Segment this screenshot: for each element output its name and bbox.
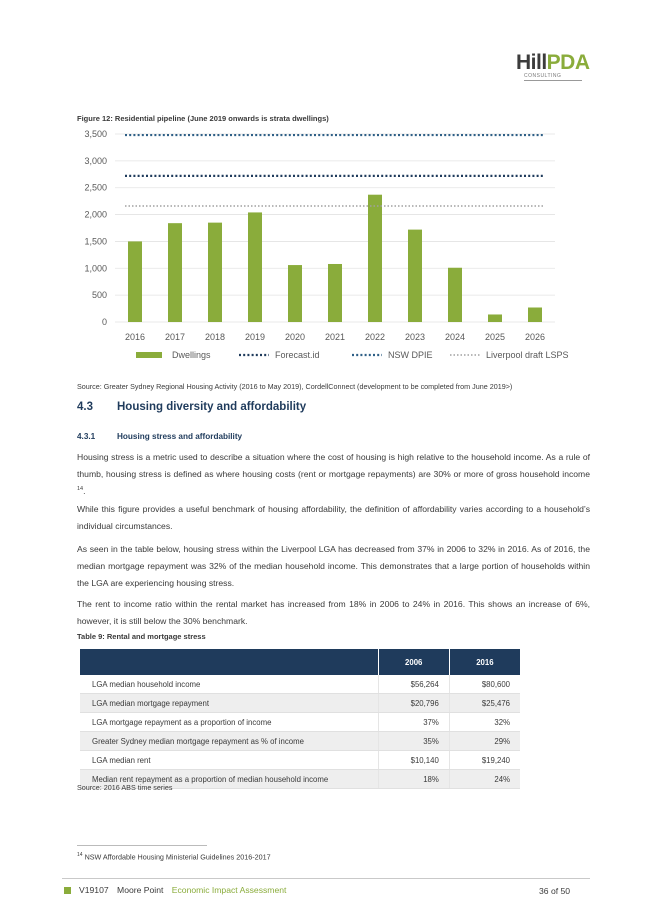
- bar-2019: [248, 212, 262, 322]
- x-tick-label: 2022: [364, 332, 386, 342]
- x-tick-label: 2023: [404, 332, 426, 342]
- y-tick-label: 2,000: [84, 209, 107, 220]
- footer-divider: [62, 878, 590, 879]
- y-tick-label: 1,000: [84, 263, 107, 274]
- footnote-text: NSW Affordable Housing Ministerial Guidelines 2016-2017: [84, 852, 271, 862]
- y-tick-label: 500: [91, 290, 107, 301]
- row-value-2016: 24%: [449, 770, 520, 789]
- footnote: [77, 852, 271, 861]
- subsection-heading: [77, 432, 242, 441]
- table-row: [80, 732, 520, 751]
- row-value-2006: $10,140: [378, 751, 449, 770]
- section-heading: [77, 401, 306, 413]
- table-row: [80, 675, 520, 694]
- x-tick-label: 2017: [164, 332, 186, 342]
- table-caption: Table 9: Rental and mortgage stress: [77, 632, 206, 641]
- legend-label: NSW DPIE: [388, 350, 433, 360]
- row-label: LGA mortgage repayment as a proportion of income: [80, 713, 378, 732]
- footnote-divider: [77, 845, 207, 846]
- bar-2026: [528, 307, 542, 322]
- x-tick-label: 2018: [204, 332, 226, 342]
- footnote-ref: 14: [77, 486, 84, 493]
- footer-project-name: Moore Point: [117, 885, 164, 895]
- bar-2021: [328, 264, 342, 322]
- x-tick-label: 2026: [524, 332, 546, 342]
- bar-2017: [168, 223, 182, 322]
- x-tick-label: 2016: [124, 332, 146, 342]
- bar-2025: [488, 314, 502, 322]
- x-tick-label: 2019: [244, 332, 266, 342]
- subsection-number: 4.3.1: [77, 432, 96, 441]
- legend-label: Forecast.id: [275, 350, 320, 360]
- footnote-number: 14: [77, 852, 83, 858]
- hillpda-logo: [516, 52, 608, 90]
- bar-2023: [408, 230, 422, 322]
- section-number: 4.3: [77, 401, 93, 413]
- legend-label: Liverpool draft LSPS: [486, 350, 569, 360]
- table-row: [80, 694, 520, 713]
- row-value-2006: 35%: [378, 732, 449, 751]
- y-tick-label: 2,500: [84, 182, 107, 193]
- figure-source: Source: Greater Sydney Regional Housing Activity (2016 to May 2019), CordellConnect (development to be completed from June 2019>): [77, 382, 513, 391]
- rental-mortgage-stress-table: [80, 649, 520, 789]
- row-label: LGA median rent: [80, 751, 378, 770]
- chart-reference-lines: [125, 135, 545, 206]
- chart-y-ticks: [84, 129, 107, 327]
- paragraph-liverpool-stress: As seen in the table below, housing stress within the Liverpool LGA has decreased from 37% in 2006 to 32% in 2016. As of 2016, the median mortgage repayment was 32% of the median household income. This demonstrates that a large portion of households within the LGA are experiencing housing stress.: [77, 544, 590, 589]
- legend-swatch-dwellings: [136, 352, 162, 358]
- table-row: [80, 713, 520, 732]
- row-label: Median rent repayment as a proportion of median household income: [80, 770, 378, 789]
- page-number: 36 of 50: [539, 886, 571, 896]
- table-row: [80, 751, 520, 770]
- paragraph-benchmark: While this figure provides a useful benchmark of housing affordability, the definition of affordability varies according to a household’s individual circumstances.: [77, 504, 590, 532]
- subsection-title: Housing stress and affordability: [117, 432, 243, 441]
- row-value-2016: $25,476: [449, 694, 520, 713]
- row-value-2016: $80,600: [449, 675, 520, 694]
- row-value-2016: $19,240: [449, 751, 520, 770]
- row-label: LGA median household income: [80, 675, 378, 694]
- paragraph-rent-ratio: The rent to income ratio within the rental market has increased from 18% in 2006 to 24% in 2016. This shows an increase of 6%, however, it is still below the 30% benchmark.: [77, 599, 590, 627]
- row-value-2006: 18%: [378, 770, 449, 789]
- logo-subtitle: CONSULTING: [524, 73, 562, 79]
- row-value-2006: 37%: [378, 713, 449, 732]
- row-label: Greater Sydney median mortgage repayment as % of income: [80, 732, 378, 751]
- y-tick-label: 3,500: [84, 129, 107, 139]
- paragraph-housing-stress: Housing stress is a metric used to describe a situation where the cost of housing is high relative to the household income. As a rule of thumb, housing stress is defined as where housing costs (rent or mortgage repayments) are 30% or more of gross household income $^{14}$.: [77, 452, 590, 497]
- y-tick-label: 3,000: [84, 155, 107, 166]
- chart-x-ticks: [125, 332, 545, 342]
- residential-pipeline-chart: [70, 122, 570, 372]
- bar-2024: [448, 268, 462, 322]
- row-value-2006: $20,796: [378, 694, 449, 713]
- bar-2018: [208, 223, 222, 322]
- table-header-label: [80, 649, 378, 675]
- table-source: Source: 2016 ABS time series: [77, 783, 173, 792]
- bar-2022: [368, 195, 382, 322]
- x-tick-label: 2024: [444, 332, 466, 342]
- table-header-2016: 2016: [449, 649, 520, 675]
- figure-caption: Figure 12: Residential pipeline (June 2019 onwards is strata dwellings): [77, 114, 329, 123]
- table-header-row: [80, 649, 520, 675]
- row-value-2006: $56,264: [378, 675, 449, 694]
- x-tick-label: 2020: [284, 332, 306, 342]
- bar-2020: [288, 265, 302, 322]
- row-value-2016: 29%: [449, 732, 520, 751]
- bar-2016: [128, 241, 142, 322]
- y-tick-label: 0: [101, 317, 107, 327]
- footer-marker: [64, 887, 71, 894]
- section-title: Housing diversity and affordability: [117, 401, 307, 413]
- logo-wordmark: HillPDA: [516, 51, 590, 74]
- logo-underline: [524, 80, 582, 81]
- x-tick-label: 2025: [484, 332, 506, 342]
- y-tick-label: 1,500: [84, 236, 107, 247]
- footer-document-title: Economic Impact Assessment: [171, 885, 287, 895]
- x-tick-label: 2021: [324, 332, 346, 342]
- chart-bars: [128, 195, 542, 322]
- row-label: LGA median mortgage repayment: [80, 694, 378, 713]
- legend-label: Dwellings: [172, 350, 211, 360]
- chart-legend: [136, 350, 569, 360]
- table-header-2006: 2006: [378, 649, 449, 675]
- footer-left: [79, 885, 286, 895]
- footer-project-code: V19107: [79, 885, 109, 895]
- row-value-2016: 32%: [449, 713, 520, 732]
